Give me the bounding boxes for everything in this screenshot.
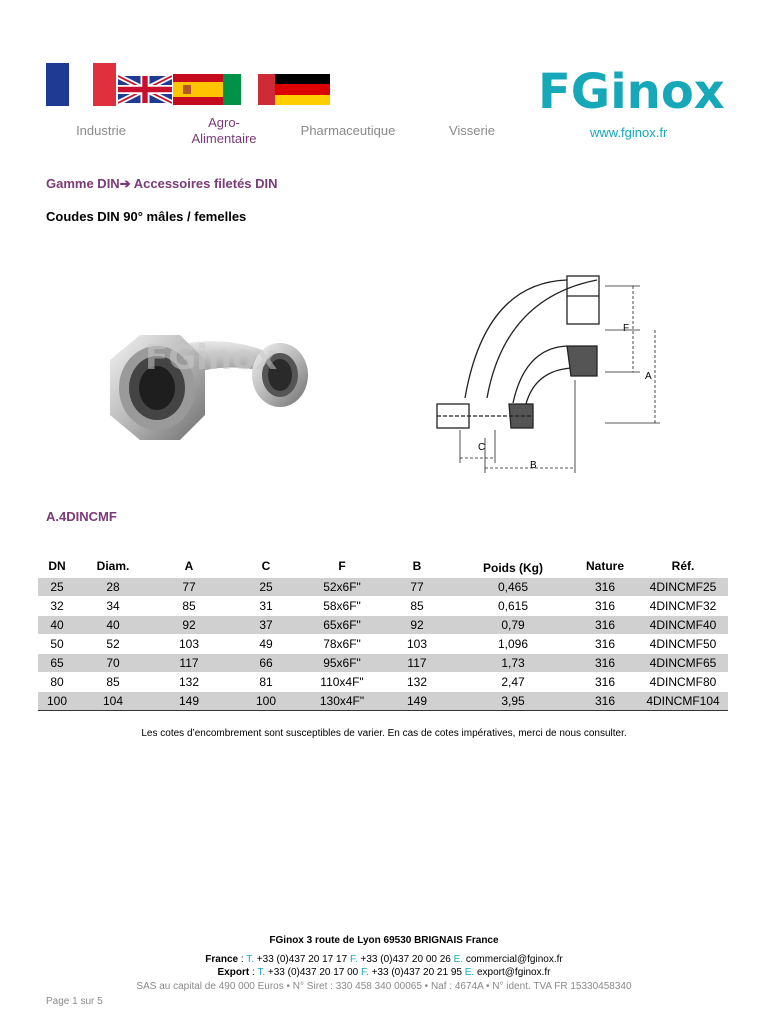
cell-a: 117 [150, 654, 228, 673]
footer-france-sep: : [238, 954, 247, 965]
flag-france[interactable] [46, 63, 116, 106]
cell-a: 132 [150, 673, 228, 692]
dimension-label-c: C [478, 442, 486, 453]
col-c: C [261, 559, 271, 573]
footer-export-sep: : [249, 967, 258, 978]
footer-france-t-label: T. [246, 954, 255, 965]
breadcrumb-arrow: ➔ [119, 176, 131, 191]
flag-germany[interactable] [275, 74, 330, 105]
cell-weight: 2,47 [454, 673, 572, 692]
table-row [38, 654, 728, 673]
cell-diam: 52 [76, 635, 150, 654]
cell-diam: 34 [76, 597, 150, 616]
cell-b: 77 [380, 578, 454, 597]
cell-f: 58x6F" [304, 597, 380, 616]
cell-a: 92 [150, 616, 228, 635]
cell-f: 95x6F" [304, 654, 380, 673]
cell-dn: 80 [38, 673, 76, 692]
cell-nature: 316 [572, 673, 638, 692]
col-a: A [184, 559, 194, 573]
cell-weight: 1,096 [454, 635, 572, 654]
cell-a: 149 [150, 692, 228, 711]
col-ref: Réf. [671, 559, 695, 573]
nav-agro-line2: Alimentaire [191, 131, 257, 146]
footer-export-contact [0, 967, 768, 978]
footer-export-t-label: T. [257, 967, 266, 978]
cell-b: 92 [380, 616, 454, 635]
col-diam: Diam. [96, 559, 130, 573]
nav-visserie[interactable]: Visserie [448, 123, 495, 138]
cell-ref: 4DINCMF50 [638, 635, 728, 654]
cell-diam: 104 [76, 692, 150, 711]
footer-export-fax: +33 (0)437 20 21 95 [368, 967, 465, 978]
cell-b: 149 [380, 692, 454, 711]
cell-ref: 4DINCMF80 [638, 673, 728, 692]
nav-pharmaceutique[interactable]: Pharmaceutique [300, 123, 396, 138]
table-row [38, 597, 728, 616]
table-row [38, 635, 728, 654]
cell-weight: 0,465 [454, 578, 572, 597]
cell-nature: 316 [572, 692, 638, 711]
cell-diam: 40 [76, 616, 150, 635]
cell-b: 117 [380, 654, 454, 673]
cell-f: 110x4F" [304, 673, 380, 692]
flag-italy[interactable] [223, 74, 275, 105]
cell-weight: 0,79 [454, 616, 572, 635]
cell-nature: 316 [572, 635, 638, 654]
flag-spain[interactable] [173, 74, 223, 105]
table-row [38, 578, 728, 597]
cell-diam: 70 [76, 654, 150, 673]
cell-b: 103 [380, 635, 454, 654]
table-row [38, 692, 728, 711]
footer-france-e-label: E. [453, 954, 464, 965]
cell-weight: 1,73 [454, 654, 572, 673]
cell-nature: 316 [572, 654, 638, 673]
cell-f: 65x6F" [304, 616, 380, 635]
footer-france-f-label: F. [349, 954, 358, 965]
cell-a: 85 [150, 597, 228, 616]
cell-dn: 100 [38, 692, 76, 711]
nav-agro-line1: Agro- [208, 115, 240, 130]
col-nature: Nature [585, 559, 624, 573]
footer-france-phone: +33 (0)437 20 17 17 [254, 954, 350, 965]
cell-ref: 4DINCMF65 [638, 654, 728, 673]
col-dn: DN [48, 559, 66, 573]
table-row [38, 616, 728, 635]
flag-uk[interactable] [118, 74, 172, 105]
footer-france-fax: +33 (0)437 20 00 26 [357, 954, 454, 965]
cell-c: 100 [228, 692, 304, 711]
cell-f: 78x6F" [304, 635, 380, 654]
footer-export-e-label: E. [464, 967, 475, 978]
cell-nature: 316 [572, 616, 638, 635]
dimensions-note: Les cotes d’encombrement sont susceptibles de varier. En cas de cotes impératives, merci de nous consulter. [141, 728, 627, 739]
cell-c: 66 [228, 654, 304, 673]
page-number: Page 1 sur 5 [46, 996, 103, 1007]
footer-france-email[interactable]: commercial@fginox.fr [463, 954, 563, 965]
cell-dn: 40 [38, 616, 76, 635]
nav-agro-alimentaire[interactable] [180, 115, 268, 147]
fginox-logo: FGinox [538, 64, 725, 120]
photo-watermark: FGinox [145, 338, 278, 378]
cell-diam: 28 [76, 578, 150, 597]
col-weight: Poids (Kg) [483, 561, 543, 575]
cell-c: 25 [228, 578, 304, 597]
cell-ref: 4DINCMF40 [638, 616, 728, 635]
breadcrumb-category: Accessoires filetés DIN [130, 176, 278, 191]
col-f: F [338, 559, 346, 573]
dimension-label-a: A [645, 371, 652, 382]
cell-c: 37 [228, 616, 304, 635]
cell-dn: 50 [38, 635, 76, 654]
footer-france-contact [0, 954, 768, 965]
cell-a: 103 [150, 635, 228, 654]
reference-code: A.4DINCMF [46, 509, 117, 524]
cell-b: 132 [380, 673, 454, 692]
cell-c: 49 [228, 635, 304, 654]
cell-dn: 25 [38, 578, 76, 597]
footer-export-f-label: F. [361, 967, 369, 978]
spec-table [38, 554, 728, 711]
technical-drawing [425, 268, 665, 478]
cell-nature: 316 [572, 578, 638, 597]
footer-address: FGinox 3 route de Lyon 69530 BRIGNAIS France [269, 935, 499, 946]
website-link[interactable]: www.fginox.fr [590, 125, 668, 140]
breadcrumb-range: Gamme DIN [46, 176, 120, 191]
footer-legal: SAS au capital de 490 000 Euros • N° Siret : 330 458 340 00065 • Naf : 4674A • N° ident. TVA FR 15330458340 [136, 981, 632, 992]
breadcrumb [46, 176, 278, 192]
footer-export-label: Export [217, 967, 250, 978]
cell-f: 130x4F" [304, 692, 380, 711]
cell-ref: 4DINCMF104 [638, 692, 728, 711]
col-b: B [412, 559, 422, 573]
dimension-label-b: B [530, 460, 537, 471]
footer-export-email[interactable]: export@fginox.fr [474, 967, 551, 978]
table-row [38, 673, 728, 692]
cell-c: 31 [228, 597, 304, 616]
cell-nature: 316 [572, 597, 638, 616]
cell-diam: 85 [76, 673, 150, 692]
cell-f: 52x6F" [304, 578, 380, 597]
footer-france-label: France [205, 954, 239, 965]
footer-export-phone: +33 (0)437 20 17 00 [265, 967, 362, 978]
cell-c: 81 [228, 673, 304, 692]
product-photo [100, 320, 320, 450]
cell-weight: 0,615 [454, 597, 572, 616]
table-header-row [38, 554, 728, 578]
nav-industrie[interactable]: Industrie [76, 123, 126, 138]
cell-dn: 32 [38, 597, 76, 616]
cell-weight: 3,95 [454, 692, 572, 711]
cell-dn: 65 [38, 654, 76, 673]
cell-ref: 4DINCMF25 [638, 578, 728, 597]
cell-b: 85 [380, 597, 454, 616]
product-title: Coudes DIN 90° mâles / femelles [46, 209, 247, 224]
dimension-label-f: F [623, 323, 630, 334]
cell-a: 77 [150, 578, 228, 597]
cell-ref: 4DINCMF32 [638, 597, 728, 616]
